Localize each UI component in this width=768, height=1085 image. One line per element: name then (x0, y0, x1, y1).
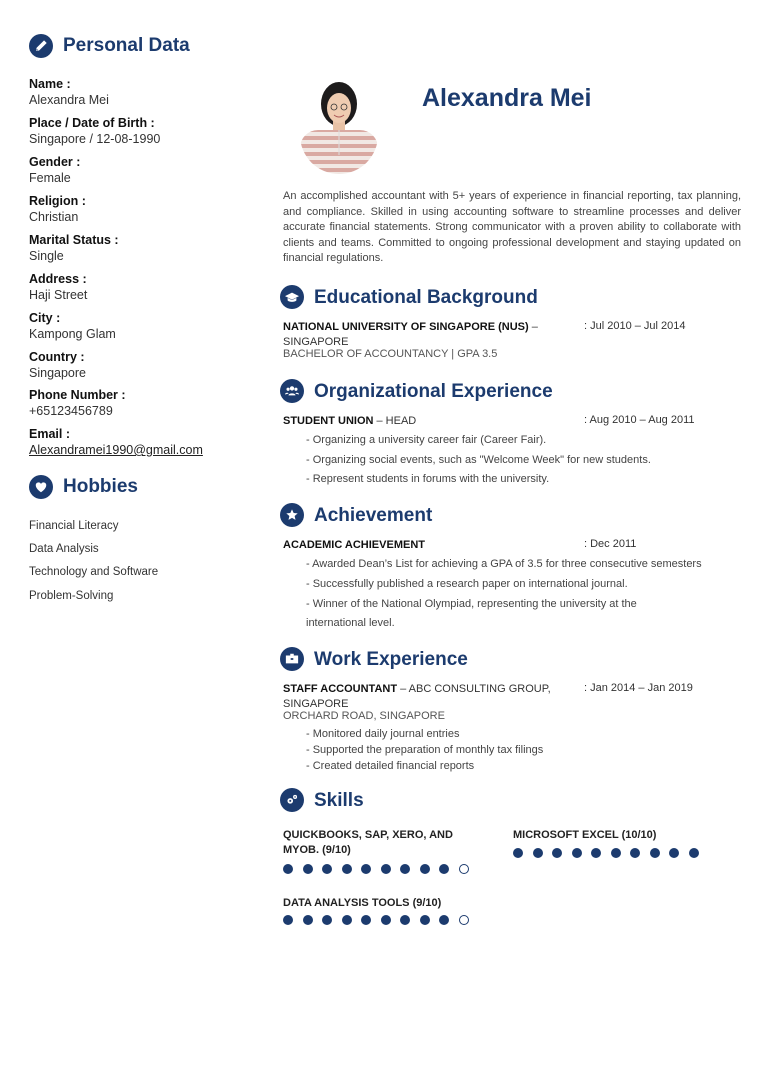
bullet-item: - Monitored daily journal entries (306, 728, 460, 740)
pencil-icon (29, 34, 53, 58)
rating-dot-empty (459, 915, 469, 925)
rating-dot-filled (591, 848, 601, 858)
achievement-label: ACADEMIC ACHIEVEMENT (283, 539, 425, 551)
organization-date: : Aug 2010 – Aug 2011 (584, 414, 695, 426)
rating-dot-filled (420, 915, 430, 925)
field-label: Email : (29, 427, 70, 441)
rating-dot-filled (420, 864, 430, 874)
field-label: Place / Date of Birth : (29, 116, 155, 130)
skill-name: MICROSOFT EXCEL (10/10) (513, 829, 657, 841)
education-date: : Jul 2010 – Jul 2014 (584, 320, 686, 332)
personal-data-title: Personal Data (63, 35, 190, 56)
achievement-date: : Dec 2011 (584, 538, 637, 550)
bullet-item: - Created detailed financial reports (306, 760, 475, 772)
field-label: Gender : (29, 155, 81, 169)
work-address: ORCHARD ROAD, SINGAPORE (283, 710, 445, 722)
field-value: +65123456789 (29, 404, 113, 418)
org-role: – HEAD (373, 415, 417, 427)
heart-icon (29, 475, 53, 499)
rating-dot-filled (513, 848, 523, 858)
rating-dot-filled (439, 864, 449, 874)
bullet-item: - Organizing a university career fair (Career Fair). (306, 434, 547, 446)
briefcase-icon (280, 647, 304, 671)
rating-dot-filled (361, 864, 371, 874)
email-link[interactable]: Alexandramei1990@gmail.com (29, 443, 203, 457)
profile-photo (300, 80, 378, 174)
rating-dot-filled (689, 848, 699, 858)
skill-name: DATA ANALYSIS TOOLS (9/10) (283, 897, 442, 909)
field-value: Singapore (29, 366, 86, 380)
hobby-item: Data Analysis (29, 543, 99, 555)
rating-dot-filled (303, 915, 313, 925)
rating-dot-filled (303, 864, 313, 874)
organization-title: Organizational Experience (314, 381, 553, 402)
rating-dot-filled (669, 848, 679, 858)
rating-dot-filled (342, 864, 352, 874)
field-label: Marital Status : (29, 233, 119, 247)
rating-dot-filled (533, 848, 543, 858)
organization-name (283, 414, 583, 429)
rating-dot-filled (322, 915, 332, 925)
rating-dot-filled (439, 915, 449, 925)
rating-dot-empty (459, 864, 469, 874)
rating-dot-filled (381, 915, 391, 925)
skill-name: QUICKBOOKS, SAP, XERO, AND MYOB. (9/10) (283, 829, 453, 856)
field-label: City : (29, 311, 61, 325)
work-date: : Jan 2014 – Jan 2019 (584, 682, 693, 694)
rating-dot-filled (381, 864, 391, 874)
gears-icon (280, 788, 304, 812)
rating-dot-filled (630, 848, 640, 858)
field-value: Alexandra Mei (29, 93, 109, 107)
field-label: Address : (29, 272, 87, 286)
rating-dot-filled (283, 864, 293, 874)
field-value: Female (29, 171, 71, 185)
skill-rating (283, 864, 469, 874)
skill-rating (283, 915, 469, 925)
rating-dot-filled (611, 848, 621, 858)
work-title: Work Experience (314, 649, 468, 670)
field-value: Kampong Glam (29, 327, 116, 341)
candidate-name: Alexandra Mei (422, 84, 592, 112)
school-name: NATIONAL UNIVERSITY OF SINGAPORE (NUS) (283, 321, 529, 333)
field-value: Single (29, 249, 64, 263)
bullet-item: international level. (306, 617, 395, 629)
field-value: Singapore / 12-08-1990 (29, 132, 161, 146)
education-school (283, 320, 583, 350)
achievement-title: Achievement (314, 505, 433, 526)
field-label: Religion : (29, 194, 86, 208)
work-role: STAFF ACCOUNTANT (283, 683, 398, 695)
profile-summary: An accomplished accountant with 5+ years of experience in financial reporting, tax planning, and compliance. Skilled in using accounting software to streamline processes and deliver accurate financial statements. Strong communicator with a proven ability to collaborate with clients and teams. Committed to ongoing professional development and staying updated on financial regulations. (283, 190, 741, 265)
hobby-item: Problem-Solving (29, 590, 114, 602)
rating-dot-filled (572, 848, 582, 858)
hobby-item: Financial Literacy (29, 520, 119, 532)
school-location: – SINGAPORE (283, 321, 538, 348)
group-icon (280, 379, 304, 403)
hobby-item: Technology and Software (29, 566, 159, 578)
rating-dot-filled (650, 848, 660, 858)
bullet-item: - Successfully published a research paper on international journal. (306, 578, 628, 590)
rating-dot-filled (552, 848, 562, 858)
education-degree: BACHELOR OF ACCOUNTANCY | GPA 3.5 (283, 348, 498, 360)
bullet-item: - Winner of the National Olympiad, representing the university at the (306, 598, 637, 610)
star-icon (280, 503, 304, 527)
field-value: Haji Street (29, 288, 88, 302)
work-position (283, 682, 583, 712)
rating-dot-filled (283, 915, 293, 925)
bullet-item: - Represent students in forums with the university. (306, 473, 550, 485)
field-value: Christian (29, 210, 79, 224)
graduation-cap-icon (280, 285, 304, 309)
bullet-item: - Supported the preparation of monthly tax filings (306, 744, 544, 756)
field-label: Phone Number : (29, 388, 126, 402)
education-title: Educational Background (314, 287, 538, 308)
rating-dot-filled (342, 915, 352, 925)
rating-dot-filled (361, 915, 371, 925)
org-name: STUDENT UNION (283, 415, 374, 427)
rating-dot-filled (400, 864, 410, 874)
field-label: Name : (29, 77, 71, 91)
work-company: – ABC CONSULTING GROUP, SINGAPORE (283, 683, 551, 710)
skill-rating (513, 848, 699, 858)
bullet-item: - Organizing social events, such as "Welcome Week" for new students. (306, 454, 651, 466)
rating-dot-filled (322, 864, 332, 874)
hobbies-title: Hobbies (63, 476, 138, 497)
bullet-item: - Awarded Dean’s List for achieving a GPA of 3.5 for three consecutive semesters (306, 558, 702, 570)
achievement-name (283, 538, 583, 553)
skills-title: Skills (314, 790, 364, 811)
field-label: Country : (29, 350, 85, 364)
rating-dot-filled (400, 915, 410, 925)
